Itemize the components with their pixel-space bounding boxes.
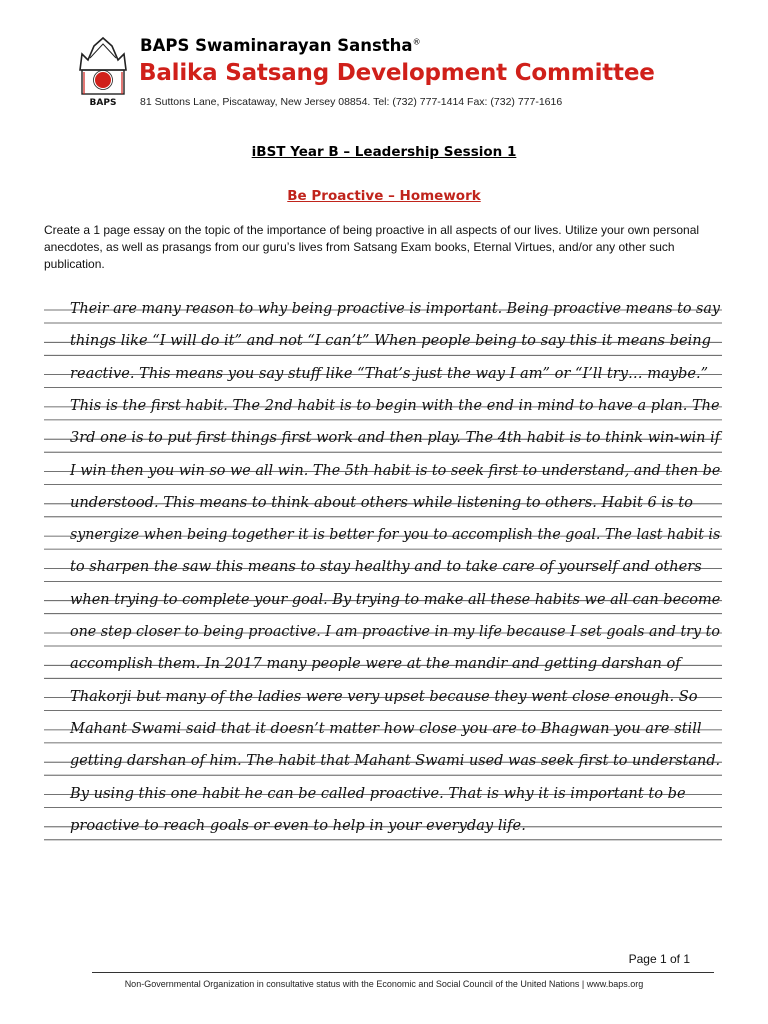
essay-line: to sharpen the saw this means to stay healthy and to take care of yourself and others [70, 558, 702, 576]
essay-line: one step closer to being proactive. I am proactive in my life because I set goals and try to [70, 623, 720, 640]
essay-line: Their are many reason to why being proactive is important. Being proactive means to say [70, 300, 720, 317]
org-name: BAPS Swaminarayan Sanstha® [140, 36, 421, 55]
logo-wordmark: BAPS [89, 98, 117, 108]
page-number: Page 1 of 1 [628, 952, 690, 966]
address-line: 81 Suttons Lane, Piscataway, New Jersey 08854. Tel: (732) 777-1414 Fax: (732) 777-1616 [140, 96, 563, 108]
essay-line: things like “I will do it” and not “I can’t” When people being to say this it means being [70, 332, 711, 350]
essay-line: reactive. This means you say stuff like “That’s just the way I am” or “I’ll try… maybe.” [70, 364, 709, 382]
essay-line: proactive to reach goals or even to help in your everyday life. [70, 816, 526, 834]
essay-line: Mahant Swami said that it doesn’t matter how close you are to Bhagwan you are still [70, 719, 702, 737]
footer-text: Non-Governmental Organization in consultative status with the Economic and Social Council of the United Nations | www.baps.org [124, 979, 644, 989]
committee-name: Balika Satsang Development Committee [139, 60, 655, 86]
essay-line: This is the first habit. The 2nd habit is to begin with the end in mind to have a plan. The [70, 396, 720, 414]
essay-line: understood. This means to think about others while listening to others. Habit 6 is to [70, 493, 693, 511]
essay-line: getting darshan of him. The habit that Mahant Swami used was seek first to understand. [70, 752, 721, 770]
essay-line: I win then you win so we all win. The 5th habit is to seek first to understand, and then be [70, 461, 721, 479]
essay-line: Thakorji but many of the ladies were very upset because they went close enough. So [70, 687, 698, 705]
footer-divider [92, 972, 714, 973]
essay-line: 3rd one is to put first things first work and then play. The 4th habit is to think win-win if [70, 429, 721, 447]
page-subtitle: Be Proactive – Homework [287, 188, 481, 204]
essay-line: when trying to complete your goal. By trying to make all these habits we all can become [70, 590, 721, 608]
instructions-paragraph: Create a 1 page essay on the topic of the importance of being proactive in all aspects of our lives. Utilize your own personal anecdotes, as well as prasangs from our guru’s lives from Satsang Exam books, Eternal Virtues, and/or any other such publication. [44, 223, 700, 271]
essay-line: By using this one habit he can be called proactive. That is why it is important to be [70, 784, 686, 802]
essay-line: accomplish them. In 2017 many people were at the mandir and getting darshan of [70, 655, 681, 673]
essay-line: synergize when being together it is better for you to accomplish the goal. The last habit is [70, 526, 721, 544]
page-title: iBST Year B – Leadership Session 1 [251, 144, 517, 160]
